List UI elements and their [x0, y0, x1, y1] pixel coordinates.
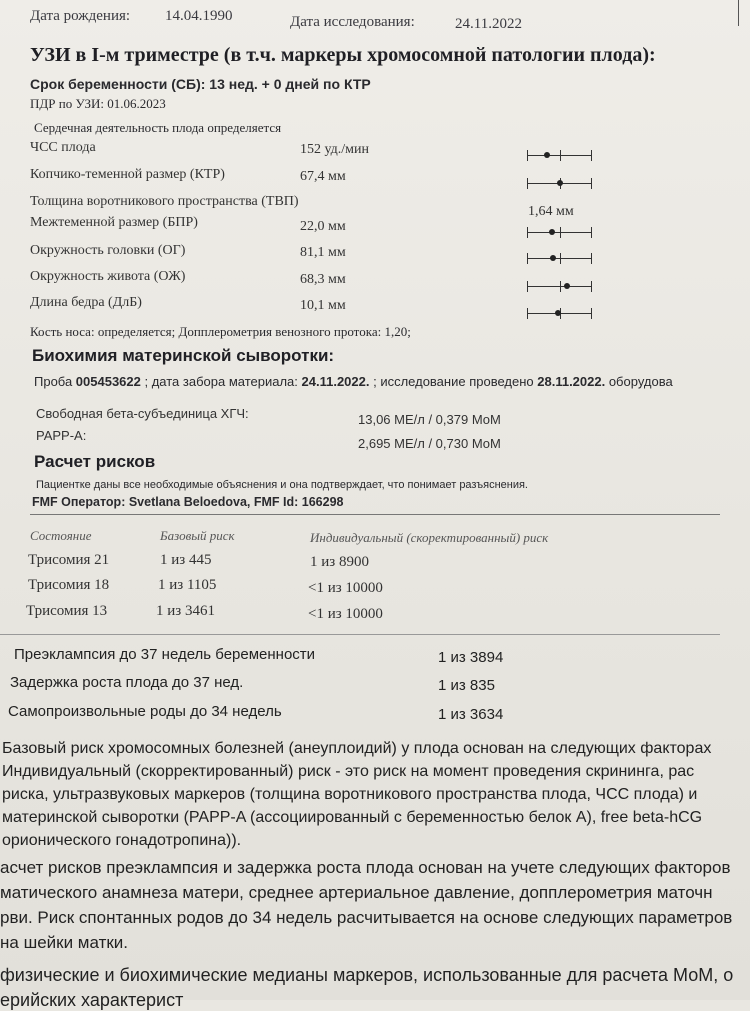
risk-base: 1 из 445: [160, 552, 212, 568]
biochem-value: 13,06 МЕ/л / 0,379 МоМ: [358, 412, 501, 427]
measurement-scale: [527, 253, 592, 263]
footer-line: материнской сыворотки (PAPP-A (ассоциированный с беременностью белок А), free beta-hCG: [2, 809, 703, 826]
risk-state: Трисомия 21: [28, 552, 110, 568]
measurement-value: 81,1 мм: [300, 245, 346, 260]
heart-activity: Сердечная деятельность плода определяется: [34, 120, 282, 135]
risk-title: Расчет рисков: [34, 452, 156, 471]
measurement-value: 1,64 мм: [528, 204, 574, 219]
risk-individual: 1 из 8900: [310, 554, 369, 570]
exam-date-value: 24.11.2022: [455, 16, 522, 32]
birth-date-value: 14.04.1990: [165, 8, 233, 24]
footer-line: орионического гонадотропина)).: [2, 832, 242, 849]
measurement-value: 68,3 мм: [300, 272, 346, 287]
measurement-value: 67,4 мм: [300, 169, 346, 184]
table-border: [738, 0, 739, 26]
pregnancy-term: Срок беременности (СБ): 13 нед. + 0 дней по КТР: [30, 76, 371, 92]
footer-line: физические и биохимические медианы маркеров, использованные для расчета МоМ, о: [0, 965, 734, 985]
biochem-label: PAPP-A:: [36, 428, 87, 443]
footer-line: на шейки матки.: [0, 933, 129, 952]
other-risk-label: Преэклампсия до 37 недель беременности: [14, 646, 316, 663]
risk-state: Трисомия 13: [26, 603, 108, 619]
other-risk-value: 1 из 835: [438, 677, 495, 694]
nose-bone-line: Кость носа: определяется; Допплерометрия венозного протока: 1,20;: [30, 324, 411, 339]
probe-date: 24.11.2022.: [301, 374, 370, 389]
col-individual: Индивидуальный (скоректированный) риск: [310, 530, 549, 545]
measurement-label: Толщина воротникового пространства (ТВП): [30, 194, 299, 209]
risk-individual: <1 из 10000: [308, 606, 383, 622]
measurement-label: Копчико-теменной размер (КТР): [30, 167, 225, 182]
measurement-scale: [527, 308, 592, 318]
footer-line: матического анамнеза матери, среднее артериальное давление, допплерометрия маточн: [0, 883, 713, 902]
other-risk-value: 1 из 3894: [438, 649, 504, 666]
probe-date2: 28.11.2022.: [537, 374, 606, 389]
fmf-operator: FMF Оператор: Svetlana Beloedova, FMF Id: 166298: [32, 495, 344, 509]
probe-line: [34, 374, 673, 389]
probe-id: 005453622: [75, 374, 141, 389]
measurement-label: ЧСС плода: [30, 140, 96, 155]
risk-base: 1 из 3461: [156, 603, 215, 619]
divider: [30, 514, 720, 515]
biochem-title: Биохимия материнской сыворотки:: [32, 346, 335, 365]
document-title: УЗИ в I-м триместре (в т.ч. маркеры хромосомной патологии плода):: [30, 44, 656, 66]
risk-base: 1 из 1105: [158, 577, 217, 593]
risk-state: Трисомия 18: [28, 577, 110, 593]
risk-individual: <1 из 10000: [308, 580, 383, 596]
footer-line: рви. Риск спонтанных родов до 34 недель расчитывается на основе следующих параметров: [0, 908, 733, 927]
exam-date-label: Дата исследования:: [290, 14, 415, 30]
probe-prefix: Проба: [34, 374, 76, 389]
divider: [0, 634, 720, 635]
measurement-scale: [527, 150, 592, 160]
probe-suffix: оборудова: [605, 374, 673, 389]
measurement-label: Межтеменной размер (БПР): [30, 215, 198, 230]
measurement-label: Длина бедра (ДлБ): [30, 295, 142, 310]
patient-note: Пациентке даны все необходимые объяснения и она подтверждает, что понимает разъяснения.: [36, 479, 528, 491]
footer-line: ерийских характерист: [0, 990, 184, 1010]
biochem-label: Свободная бета-субъединица ХГЧ:: [36, 406, 249, 421]
footer-line: Индивидуальный (скорректированный) риск - это риск на момент проведения скрининга, рас: [2, 763, 695, 780]
col-state: Состояние: [30, 528, 92, 543]
footer-line: Базовый риск хромосомных болезней (анеуплоидий) у плода основан на следующих факторах: [2, 740, 712, 757]
col-base: Базовый риск: [160, 528, 235, 543]
probe-mid: ; дата забора материала:: [140, 374, 302, 389]
biochem-value: 2,695 МЕ/л / 0,730 МоМ: [358, 436, 501, 451]
footer-line: риска, ультразвуковых маркеров (толщина воротникового пространства плода, ЧСС плода) и: [2, 786, 698, 803]
pdr-date: ПДР по УЗИ: 01.06.2023: [30, 96, 166, 111]
measurement-scale: [527, 281, 592, 291]
measurement-value: 22,0 мм: [300, 219, 346, 234]
measurement-label: Окружность живота (ОЖ): [30, 269, 186, 284]
other-risk-label: Задержка роста плода до 37 нед.: [10, 674, 244, 691]
probe-mid2: ; исследование проведено: [369, 374, 538, 389]
other-risk-value: 1 из 3634: [438, 706, 504, 723]
footer-line: асчет рисков преэклампсия и задержка роста плода основан на учете следующих факторов: [0, 858, 731, 877]
birth-date-label: Дата рождения:: [30, 8, 131, 24]
measurement-label: Окружность головки (ОГ): [30, 243, 186, 258]
measurement-value: 152 уд./мин: [300, 142, 369, 157]
measurement-scale: [527, 227, 592, 237]
measurement-value: 10,1 мм: [300, 298, 346, 313]
other-risk-label: Самопроизвольные роды до 34 недель: [8, 703, 282, 720]
measurement-scale: [527, 178, 592, 188]
